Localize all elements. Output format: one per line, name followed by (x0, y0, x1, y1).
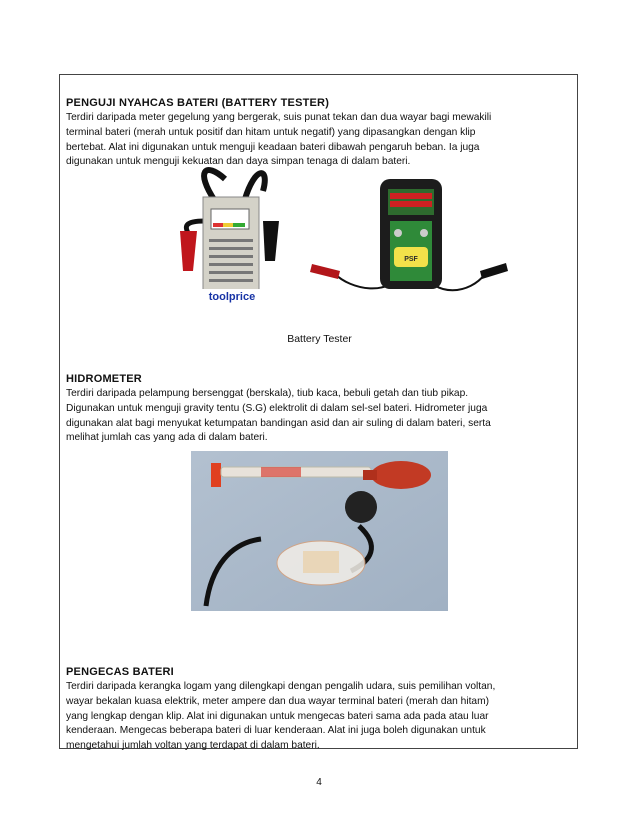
text-line: Terdiri daripada meter gegelung yang bergerak, suis punat tekan dan dua wayar bagi mewakili (66, 112, 492, 123)
text-line: melihat jumlah cas yang ada di dalam bateri. (66, 432, 268, 444)
text-line: digunakan untuk menguji kekuatan dan daya simpan tenaga di dalam bateri. (66, 156, 411, 168)
toolprice-watermark: toolprice (208, 291, 256, 303)
hidrometer-description (66, 387, 571, 446)
text-line: Terdiri daripada kerangka logam yang dilengkapi dengan pengalih udara, suis pemilihan voltan, (66, 681, 496, 692)
text-line: kenderaan. Mengecas beberapa bateri di luar kenderaan. Alat ini juga boleh digunakan untuk (66, 725, 486, 737)
psf-logo-text: PSF (404, 256, 418, 263)
text-line: Terdiri daripada pelampung bersenggat (berskala), tiub kaca, bebuli getah dan tiub pikap. (66, 388, 469, 399)
content-frame (59, 74, 578, 752)
text-line: yang lengkap dengan klip. Alat ini digunakan untuk mengecas bateri sama ada pada atau luar (66, 710, 489, 722)
battery-tester-image-right (310, 179, 510, 309)
text-line: Digunakan untuk menguji gravity tentu (S.G) elektrolit di dalam sel-sel bateri. Hidrometer juga (66, 402, 488, 414)
section-heading-battery-tester: PENGUJI NYAHCAS BATERI (BATTERY TESTER) (66, 97, 330, 109)
text-line: terminal bateri (merah untuk positif dan hitam untuk negatif) yang dipasangkan dengan klip (66, 126, 476, 138)
text-line: mengetahui jumlah voltan yang terdapat di dalam bateri. (66, 740, 320, 752)
image-caption-battery-tester: Battery Tester (287, 333, 352, 345)
pengecas-bateri-description (66, 680, 571, 754)
page-number: 4 (316, 777, 322, 788)
battery-tester-description (66, 111, 571, 170)
text-line: digunakan alat bagi menyukat ketumpatan bandingan asid dan air suling di dalam bateri, serta (66, 417, 491, 429)
text-line: bertebat. Alat ini digunakan untuk menguji keadaan bateri dibawah pengaruh beban. Ia juga (66, 141, 480, 153)
section-heading-hidrometer: HIDROMETER (66, 373, 142, 385)
battery-tester-image-left (175, 161, 285, 311)
text-line: wayar bekalan kuasa elektrik, meter ampere dan dua wayar terminal bateri (merah dan hitam) (66, 695, 489, 707)
hydrometer-image (191, 451, 448, 611)
section-heading-pengecas-bateri: PENGECAS BATERI (66, 666, 174, 678)
